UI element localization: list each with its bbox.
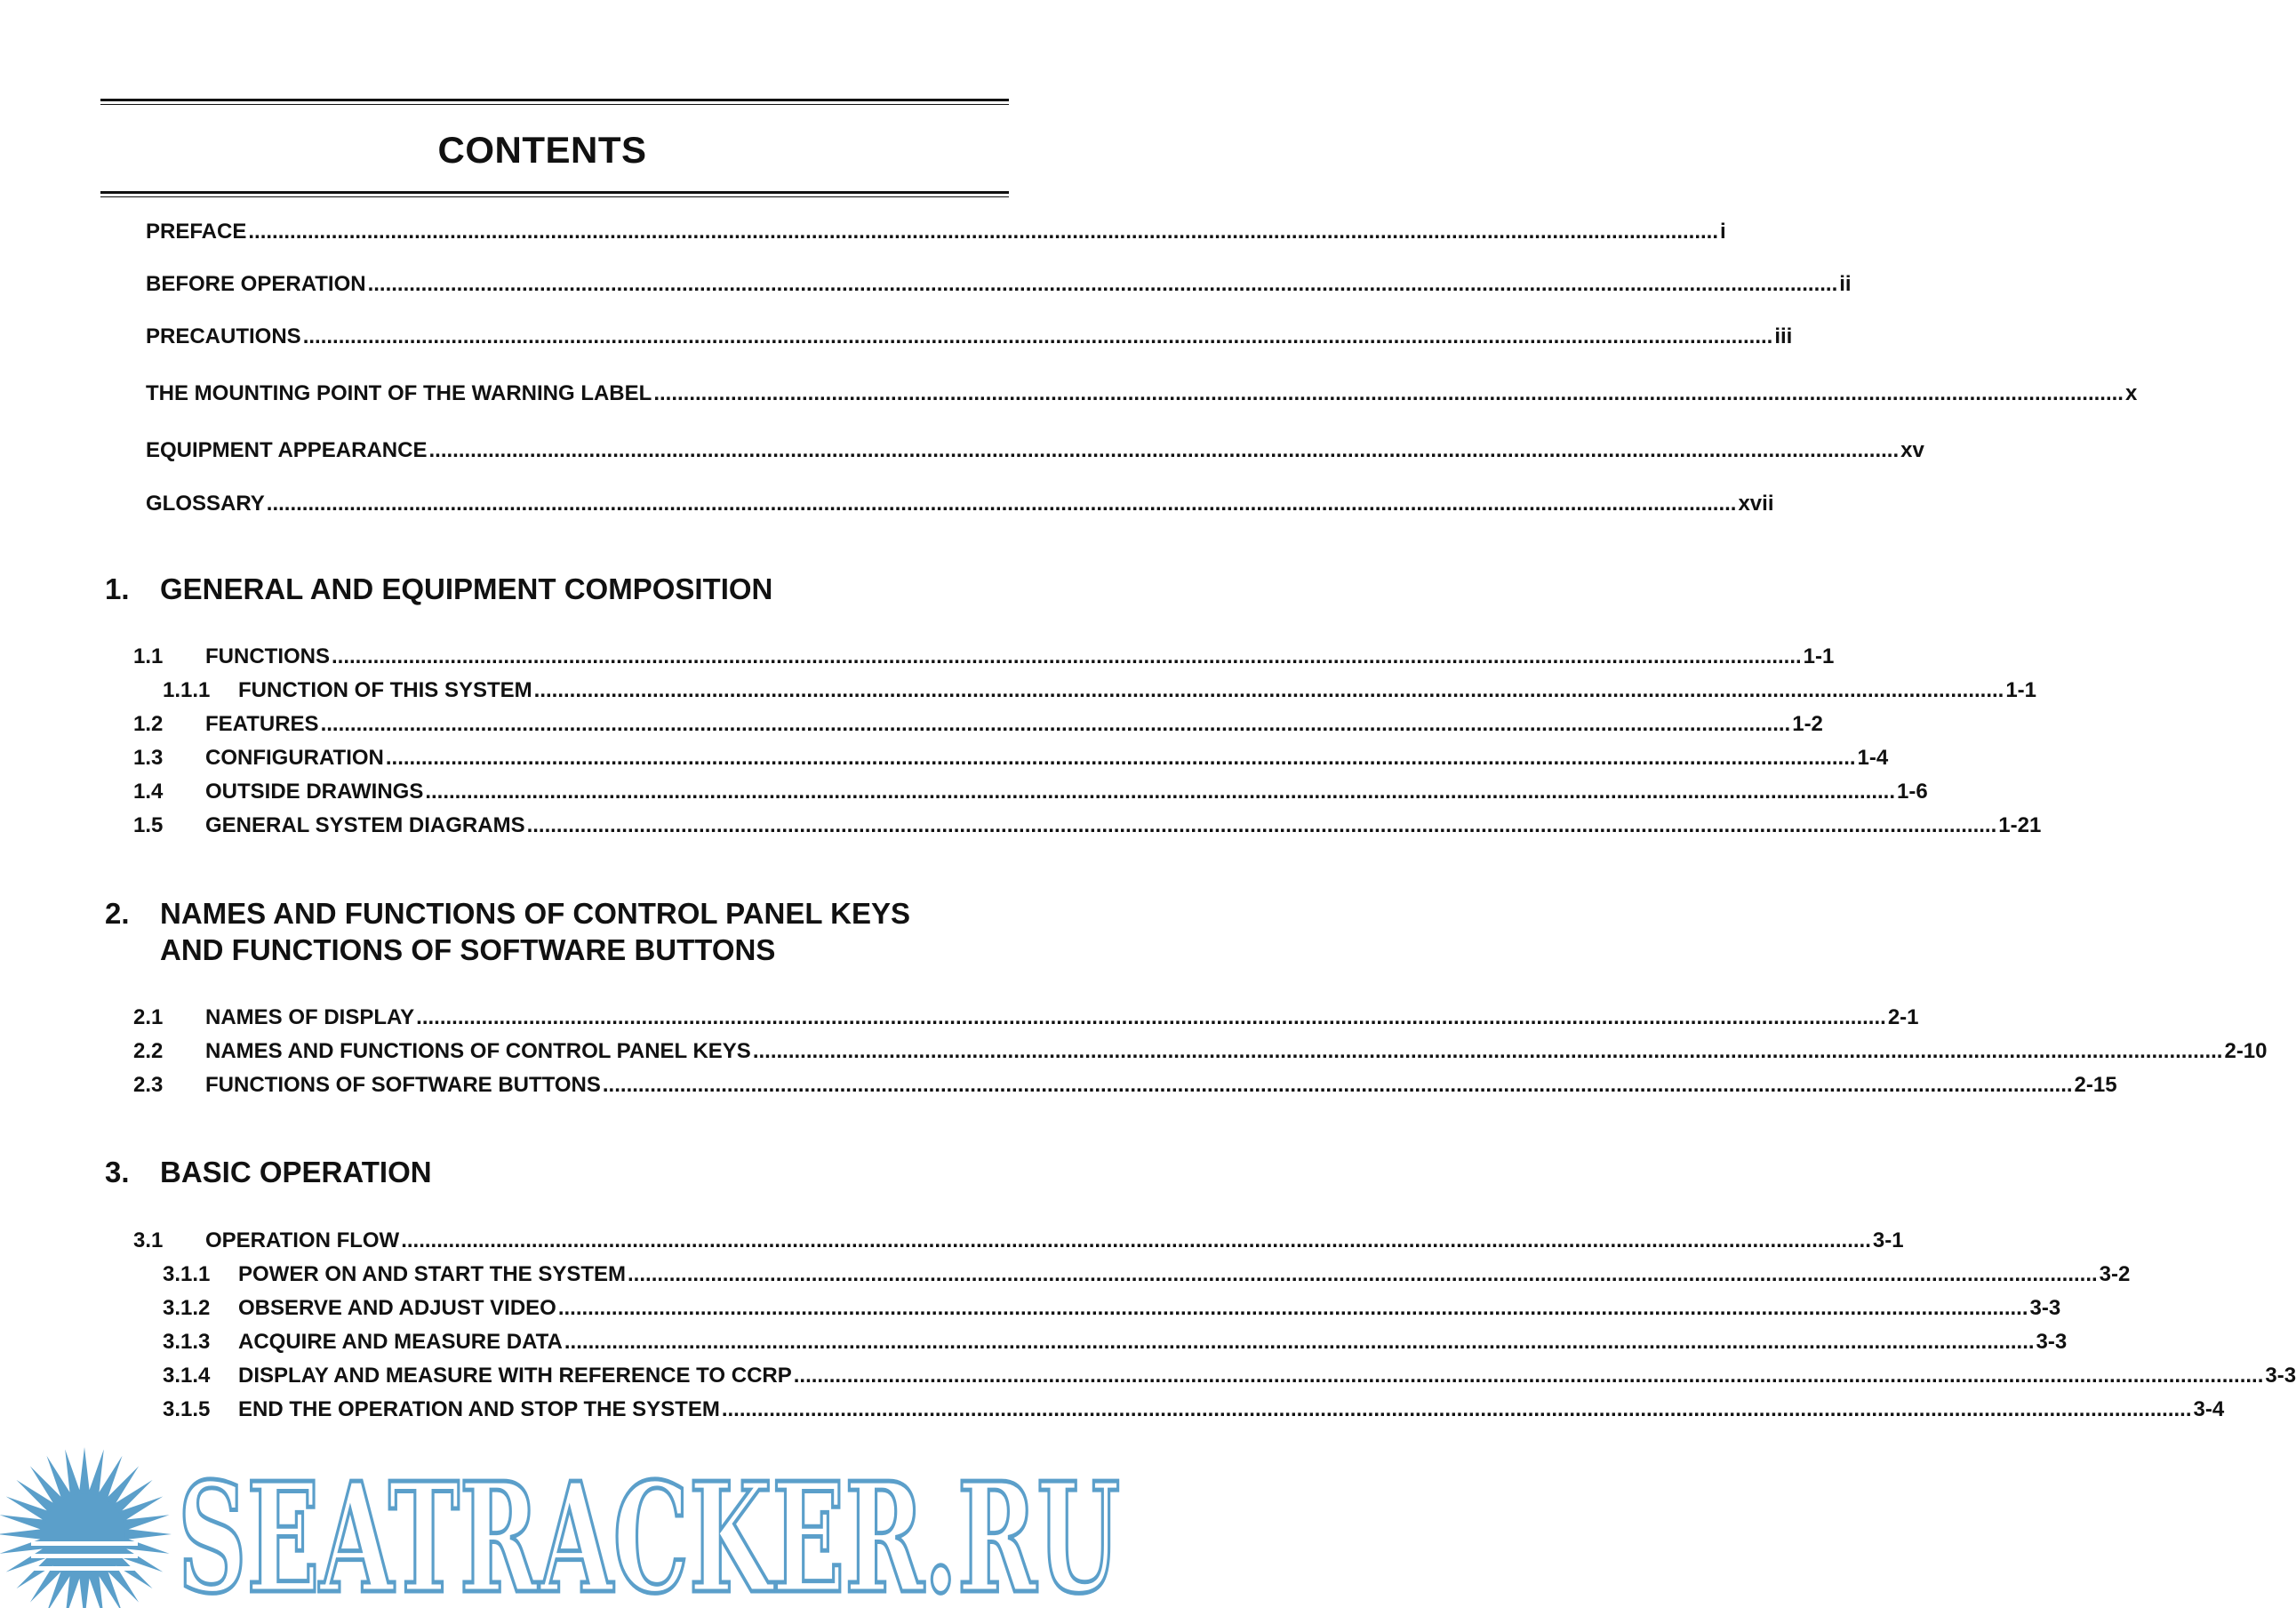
toc-entry-label: FUNCTIONS	[205, 644, 330, 668]
dot-leader	[401, 1228, 1871, 1253]
toc-entry-page: 2-1	[1887, 1005, 1919, 1029]
dot-leader	[386, 746, 1856, 771]
dot-leader	[416, 1005, 1886, 1030]
toc-entry-label: ACQUIRE AND MEASURE DATA	[238, 1330, 563, 1354]
dot-leader	[267, 492, 1737, 516]
toc-entry-number: 2.3	[133, 1073, 164, 1097]
dot-leader	[332, 644, 1802, 669]
toc-entry-number: 1.1	[133, 644, 164, 668]
toc-entry-2-1[interactable]	[133, 1005, 1919, 1030]
toc-entry-1-4[interactable]	[133, 780, 1928, 804]
dot-leader	[603, 1073, 2073, 1098]
chapter-1-heading[interactable]	[105, 571, 772, 607]
toc-entry-1-1[interactable]	[133, 644, 1835, 669]
dot-leader	[722, 1397, 2192, 1422]
watermark-text: SEATRACKER.RU	[178, 1450, 1120, 1608]
toc-entry-page: 3-3	[2036, 1330, 2068, 1354]
chapter-2-heading[interactable]	[105, 895, 910, 968]
dot-leader	[428, 438, 1899, 463]
toc-entry-2-3[interactable]	[133, 1073, 2117, 1098]
toc-entry-page: 1-1	[1803, 644, 1835, 668]
chapter-title: GENERAL AND EQUIPMENT COMPOSITION	[160, 572, 773, 605]
toc-entry-3-1-4[interactable]	[163, 1364, 2296, 1388]
toc-entry-page: 3-1	[1872, 1228, 1904, 1252]
dot-leader	[564, 1330, 2035, 1355]
toc-entry-page: 3-4	[2193, 1397, 2225, 1421]
dot-leader	[527, 813, 1997, 838]
dot-leader	[534, 678, 2004, 703]
chapter-number: 1.	[105, 572, 130, 605]
toc-entry-page: xvii	[1738, 492, 1774, 516]
dot-leader	[303, 324, 1773, 349]
toc-entry-page: 2-15	[2074, 1073, 2117, 1097]
toc-entry-number: 1.2	[133, 712, 164, 736]
toc-entry-page: 1-1	[2005, 678, 2037, 702]
dot-leader	[425, 780, 1895, 804]
toc-entry-page: iii	[1774, 324, 1793, 348]
toc-entry-label: THE MOUNTING POINT OF THE WARNING LABEL	[146, 381, 652, 405]
toc-entry-page: 1-6	[1897, 780, 1928, 804]
chapter-title: NAMES AND FUNCTIONS OF CONTROL PANEL KEYS AND FUNCTIONS OF SOFTWARE BUTTONS	[160, 897, 910, 966]
toc-entry-number: 3.1.3	[163, 1330, 211, 1354]
toc-entry-label: DISPLAY AND MEASURE WITH REFERENCE TO CCRP	[238, 1364, 792, 1388]
toc-entry-number: 3.1.4	[163, 1364, 211, 1388]
watermark-logo	[0, 1438, 1136, 1608]
toc-entry-label: POWER ON AND START THE SYSTEM	[238, 1262, 627, 1286]
dot-leader	[321, 712, 1791, 737]
toc-entry-3-1-5[interactable]	[163, 1397, 2225, 1422]
dot-leader	[794, 1364, 2264, 1388]
toc-entry-number: 3.1.5	[163, 1397, 211, 1421]
toc-entry-label: EQUIPMENT APPEARANCE	[146, 438, 428, 462]
toc-entry-number: 1.5	[133, 813, 164, 837]
toc-entry-1-3[interactable]	[133, 746, 1889, 771]
toc-entry-3-1-1[interactable]	[163, 1262, 2131, 1287]
toc-entry-number: 2.1	[133, 1005, 164, 1029]
toc-entry-label: CONFIGURATION	[205, 746, 384, 770]
page-title: CONTENTS	[437, 129, 647, 171]
toc-entry-glossary[interactable]	[146, 492, 1774, 516]
dot-leader	[628, 1262, 2098, 1287]
toc-entry-warning-label[interactable]	[146, 381, 2138, 406]
toc-entry-label: FUNCTION OF THIS SYSTEM	[238, 678, 532, 702]
toc-entry-number: 3.1.1	[163, 1262, 211, 1286]
toc-entry-label: NAMES OF DISPLAY	[205, 1005, 415, 1029]
chapter-title: BASIC OPERATION	[160, 1156, 432, 1188]
dot-leader	[653, 381, 2124, 406]
toc-entry-label: GLOSSARY	[146, 492, 265, 516]
toc-entry-preface[interactable]	[146, 220, 1726, 244]
toc-entry-page: ii	[1839, 272, 1852, 296]
toc-entry-label: END THE OPERATION AND STOP THE SYSTEM	[238, 1397, 720, 1421]
dot-leader	[368, 272, 1838, 297]
chapter-number: 2.	[105, 897, 130, 930]
toc-entry-page: 3-3	[2265, 1364, 2296, 1388]
dot-leader	[558, 1296, 2028, 1321]
dot-leader	[753, 1039, 2223, 1064]
toc-entry-before-operation[interactable]	[146, 272, 1852, 297]
toc-entry-number: 1.3	[133, 746, 164, 770]
toc-entry-page: i	[1720, 220, 1726, 244]
toc-entry-label: OUTSIDE DRAWINGS	[205, 780, 424, 804]
toc-entry-3-1-3[interactable]	[163, 1330, 2068, 1355]
toc-entry-1-5[interactable]	[133, 813, 2042, 838]
toc-entry-page: xv	[1900, 438, 1924, 462]
toc-entry-label: NAMES AND FUNCTIONS OF CONTROL PANEL KEYS	[205, 1039, 751, 1063]
toc-entry-1-1-1[interactable]	[163, 678, 2037, 703]
toc-entry-label: PRECAUTIONS	[146, 324, 301, 348]
toc-entry-page: 2-10	[2224, 1039, 2268, 1063]
toc-entry-number: 2.2	[133, 1039, 164, 1063]
toc-entry-page: 1-4	[1857, 746, 1889, 770]
dot-leader	[248, 220, 1718, 244]
toc-entry-label: OPERATION FLOW	[205, 1228, 400, 1252]
toc-entry-number: 1.4	[133, 780, 164, 804]
title-double-rule	[100, 191, 1009, 197]
toc-entry-label: PREFACE	[146, 220, 247, 244]
chapter-3-heading[interactable]	[105, 1154, 432, 1190]
sunburst-icon	[0, 1447, 172, 1608]
toc-entry-label: BEFORE OPERATION	[146, 272, 366, 296]
toc-entry-label: OBSERVE AND ADJUST VIDEO	[238, 1296, 556, 1320]
toc-entry-1-2[interactable]	[133, 712, 1823, 737]
toc-entry-number: 3.1	[133, 1228, 164, 1252]
toc-entry-label: FEATURES	[205, 712, 319, 736]
toc-entry-equipment-appearance[interactable]	[146, 438, 1924, 463]
toc-entry-3-1-2[interactable]	[163, 1296, 2061, 1321]
toc-entry-page: 1-21	[1998, 813, 2042, 837]
toc-entry-label: FUNCTIONS OF SOFTWARE BUTTONS	[205, 1073, 601, 1097]
toc-entry-number: 1.1.1	[163, 678, 211, 702]
chapter-number: 3.	[105, 1156, 130, 1188]
toc-entry-page: x	[2124, 381, 2138, 405]
toc-entry-precautions[interactable]	[146, 324, 1793, 349]
toc-entry-page: 3-2	[2099, 1262, 2131, 1286]
toc-entry-3-1[interactable]	[133, 1228, 1904, 1253]
toc-entry-2-2[interactable]	[133, 1039, 2268, 1064]
top-double-rule	[100, 99, 1009, 105]
toc-entry-label: GENERAL SYSTEM DIAGRAMS	[205, 813, 525, 837]
toc-entry-page: 3-3	[2029, 1296, 2061, 1320]
toc-entry-page: 1-2	[1792, 712, 1823, 736]
toc-entry-number: 3.1.2	[163, 1296, 211, 1320]
